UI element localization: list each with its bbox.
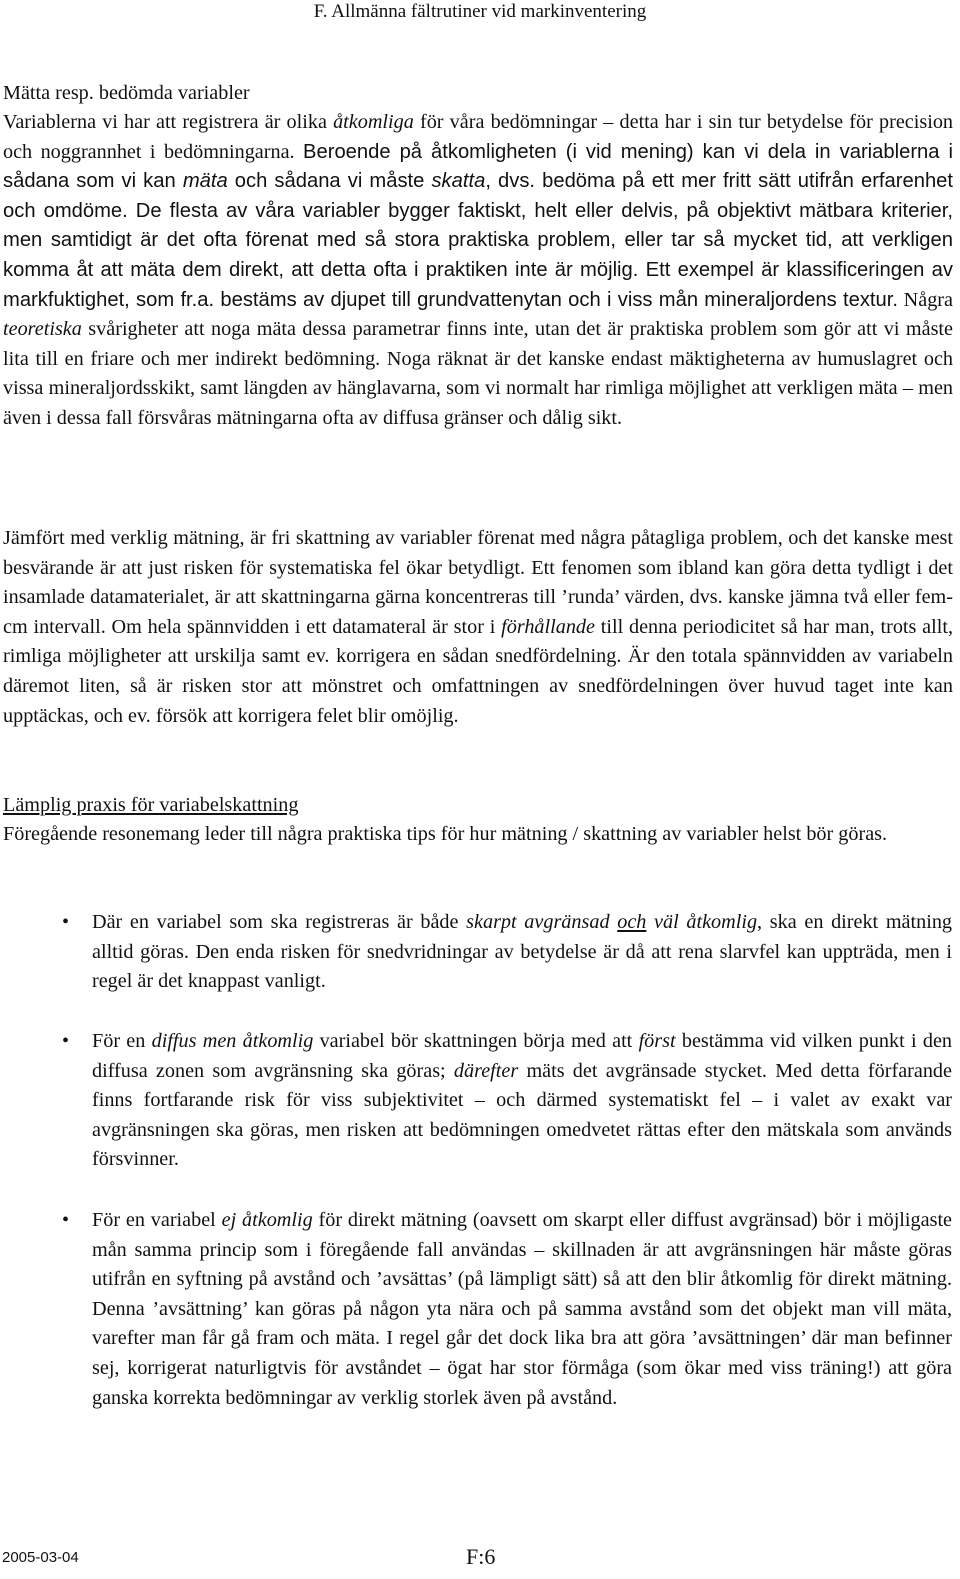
text-run: För en <box>92 1030 152 1052</box>
page-number: F:6 <box>466 1544 496 1569</box>
text-run: För en variabel <box>92 1209 222 1231</box>
text-run: Jämfört med verklig mätning, är fri skattning av variabler förenat med några påtagliga problem, och det kanske mest besvärande är att just risken för systematiska fel ökar betydligt. Ett fenomen som ibland kan göra detta tydligt i det insamlade datamaterialet, är att skattningarna gärna koncentreras till ’runda’ värden, dvs. kanske jämna två eller fem-cm intervall. Om hela spännvidden i ett datamateral är stor i <box>3 527 953 638</box>
text-run: Där en variabel som ska registreras är både <box>92 911 467 933</box>
header-title: F. Allmänna fältrutiner vid markinventering <box>313 1 647 22</box>
text-run: för direkt mätning (oavsett om skarpt eller diffust avgränsad) bör i möjligaste mån samma princip som i föregående fall användas – skillnaden är att avgränsningen här måste göras utifrån en syftning på avstånd och ’avsättas’ (på lämpligt sätt) så att den blir åtkomlig för direkt mätning. Denna ’avsättning’ kan göras på någon yta nära och på samma avstånd som det objekt man vill mäta, varefter man får gå fram och mäta. I regel går det dock lika bra att göra ’avsättningen’ där man befinner sej, korrigerat naturligtvis för avståndet – ögat har stor förmåga (som ökar med viss träning!) att göra ganska korrekta bedömningar av verklig storlek även på avstånd. <box>92 1209 953 1409</box>
paragraph-practice-intro: Föregående resonemang leder till några praktiska tips för hur mätning / skattning av variabler helst bör göras. <box>3 823 888 845</box>
italic-run: därefter <box>453 1059 519 1082</box>
page-header <box>0 0 960 24</box>
bullet-marker: • <box>62 911 70 933</box>
text-run: , dvs. bedöma på ett mer fritt sätt utifrån erfarenhet och omdöme. De flesta av våra variabler bygger faktiskt, helt eller delvis, på objektivt mätbara kriterier, men samtidigt är det ofta förenat med så stora praktiska problem, eller tar så mycket tid, att verkligen komma åt att mäta dem direkt, att detta ofta i praktiken inte är möjlig. Ett exempel är klassificeringen av markfuktighet, som fr.a. bestäms av djupet till grundvattenytan och i viss mån mineraljordens textur. <box>3 170 954 311</box>
italic-run: väl åtkomlig <box>646 911 758 933</box>
text-run: bestämma vid vilken punkt i den diffusa zonen som avgränsning ska göras; <box>92 1030 953 1082</box>
bullet-marker: • <box>62 1209 70 1231</box>
italic-run: förhållande <box>501 615 595 638</box>
text-run: svårigheter att noga mäta dessa parametrar finns inte, utan det är praktiska problem som gör att vi måste lita till en friare och mer indirekt bedömning. Noga räknat är det kanske endast mäktigheterna av humuslagret och vissa mineraljordsskikt, samt längden av hänglavarna, som vi normalt har rimliga möjlighet att verkligen mäta – men även i dessa fall försvåras mätningarna ofta av diffusa gränser och dålig sikt. <box>3 318 953 429</box>
italic-run: ej åtkomlig <box>221 1209 313 1231</box>
text-run: mäts det avgränsade stycket. Med detta förfarande finns fortfarande risk för viss subjektivitet – och därmed systematiskt fel – i valet av exakt var avgränsningen ska göras, men risken att bedömningen omedvetet rättas efter den mätskala som används försvinner. <box>92 1059 952 1171</box>
text-run: för våra bedömningar – detta har i sin tur betydelse för precision och noggrannhet i bedömningarna. <box>3 111 954 163</box>
text-run: Några <box>897 288 953 311</box>
section-heading-measured-vs-estimated: Mätta resp. bedömda variabler <box>3 82 250 104</box>
italic-run: mäta <box>182 170 228 193</box>
text-run: Variablerna vi har att registrera är olika <box>3 111 334 133</box>
italic-run: skatta <box>431 170 486 193</box>
text-run: , ska en direkt mätning alltid göras. Den enda risken för snedvridningar av betydelse är då att rena slarvfel kan uppträda, men i regel är det knappast vanligt. <box>92 911 953 993</box>
bullet-item <box>92 1027 952 1175</box>
paragraph-variables-accessibility <box>3 108 953 434</box>
italic-run: skarpt avgränsad <box>466 911 618 933</box>
section-heading-practice: Lämplig praxis för variabelskattning <box>3 794 299 816</box>
text-run: till denna periodicitet så har man, trots allt, rimliga möjligheter att urskilja samt ev. korrigera en sådan snedfördelning. Är den totala spännvidden av variabeln däremot liten, så är risken stor att mönstret och omfattningen av snedfördelningen över huvud taget inte kan upptäckas, och ev. försök att korrigera felet blir omöjlig. <box>3 615 953 727</box>
bullet-marker: • <box>62 1030 70 1052</box>
italic-run: teoretiska <box>3 318 82 341</box>
italic-run: först <box>638 1030 676 1052</box>
italic-run: diffus men åtkomlig <box>151 1030 314 1052</box>
text-run: variabel bör skattningen börja med att <box>313 1030 639 1052</box>
text-run: och sådana vi måste <box>227 170 432 193</box>
footer-date: 2005-03-04 <box>2 1549 79 1566</box>
text-run: Beroende på åtkomligheten (i vid mening) kan vi dela in variablerna i sådana som vi kan <box>3 140 953 193</box>
bullet-item <box>92 1206 952 1413</box>
bullet-item <box>92 908 952 997</box>
italic-run: åtkomliga <box>333 111 414 133</box>
paragraph-free-estimation <box>3 524 953 731</box>
italic-run: och <box>617 911 647 933</box>
